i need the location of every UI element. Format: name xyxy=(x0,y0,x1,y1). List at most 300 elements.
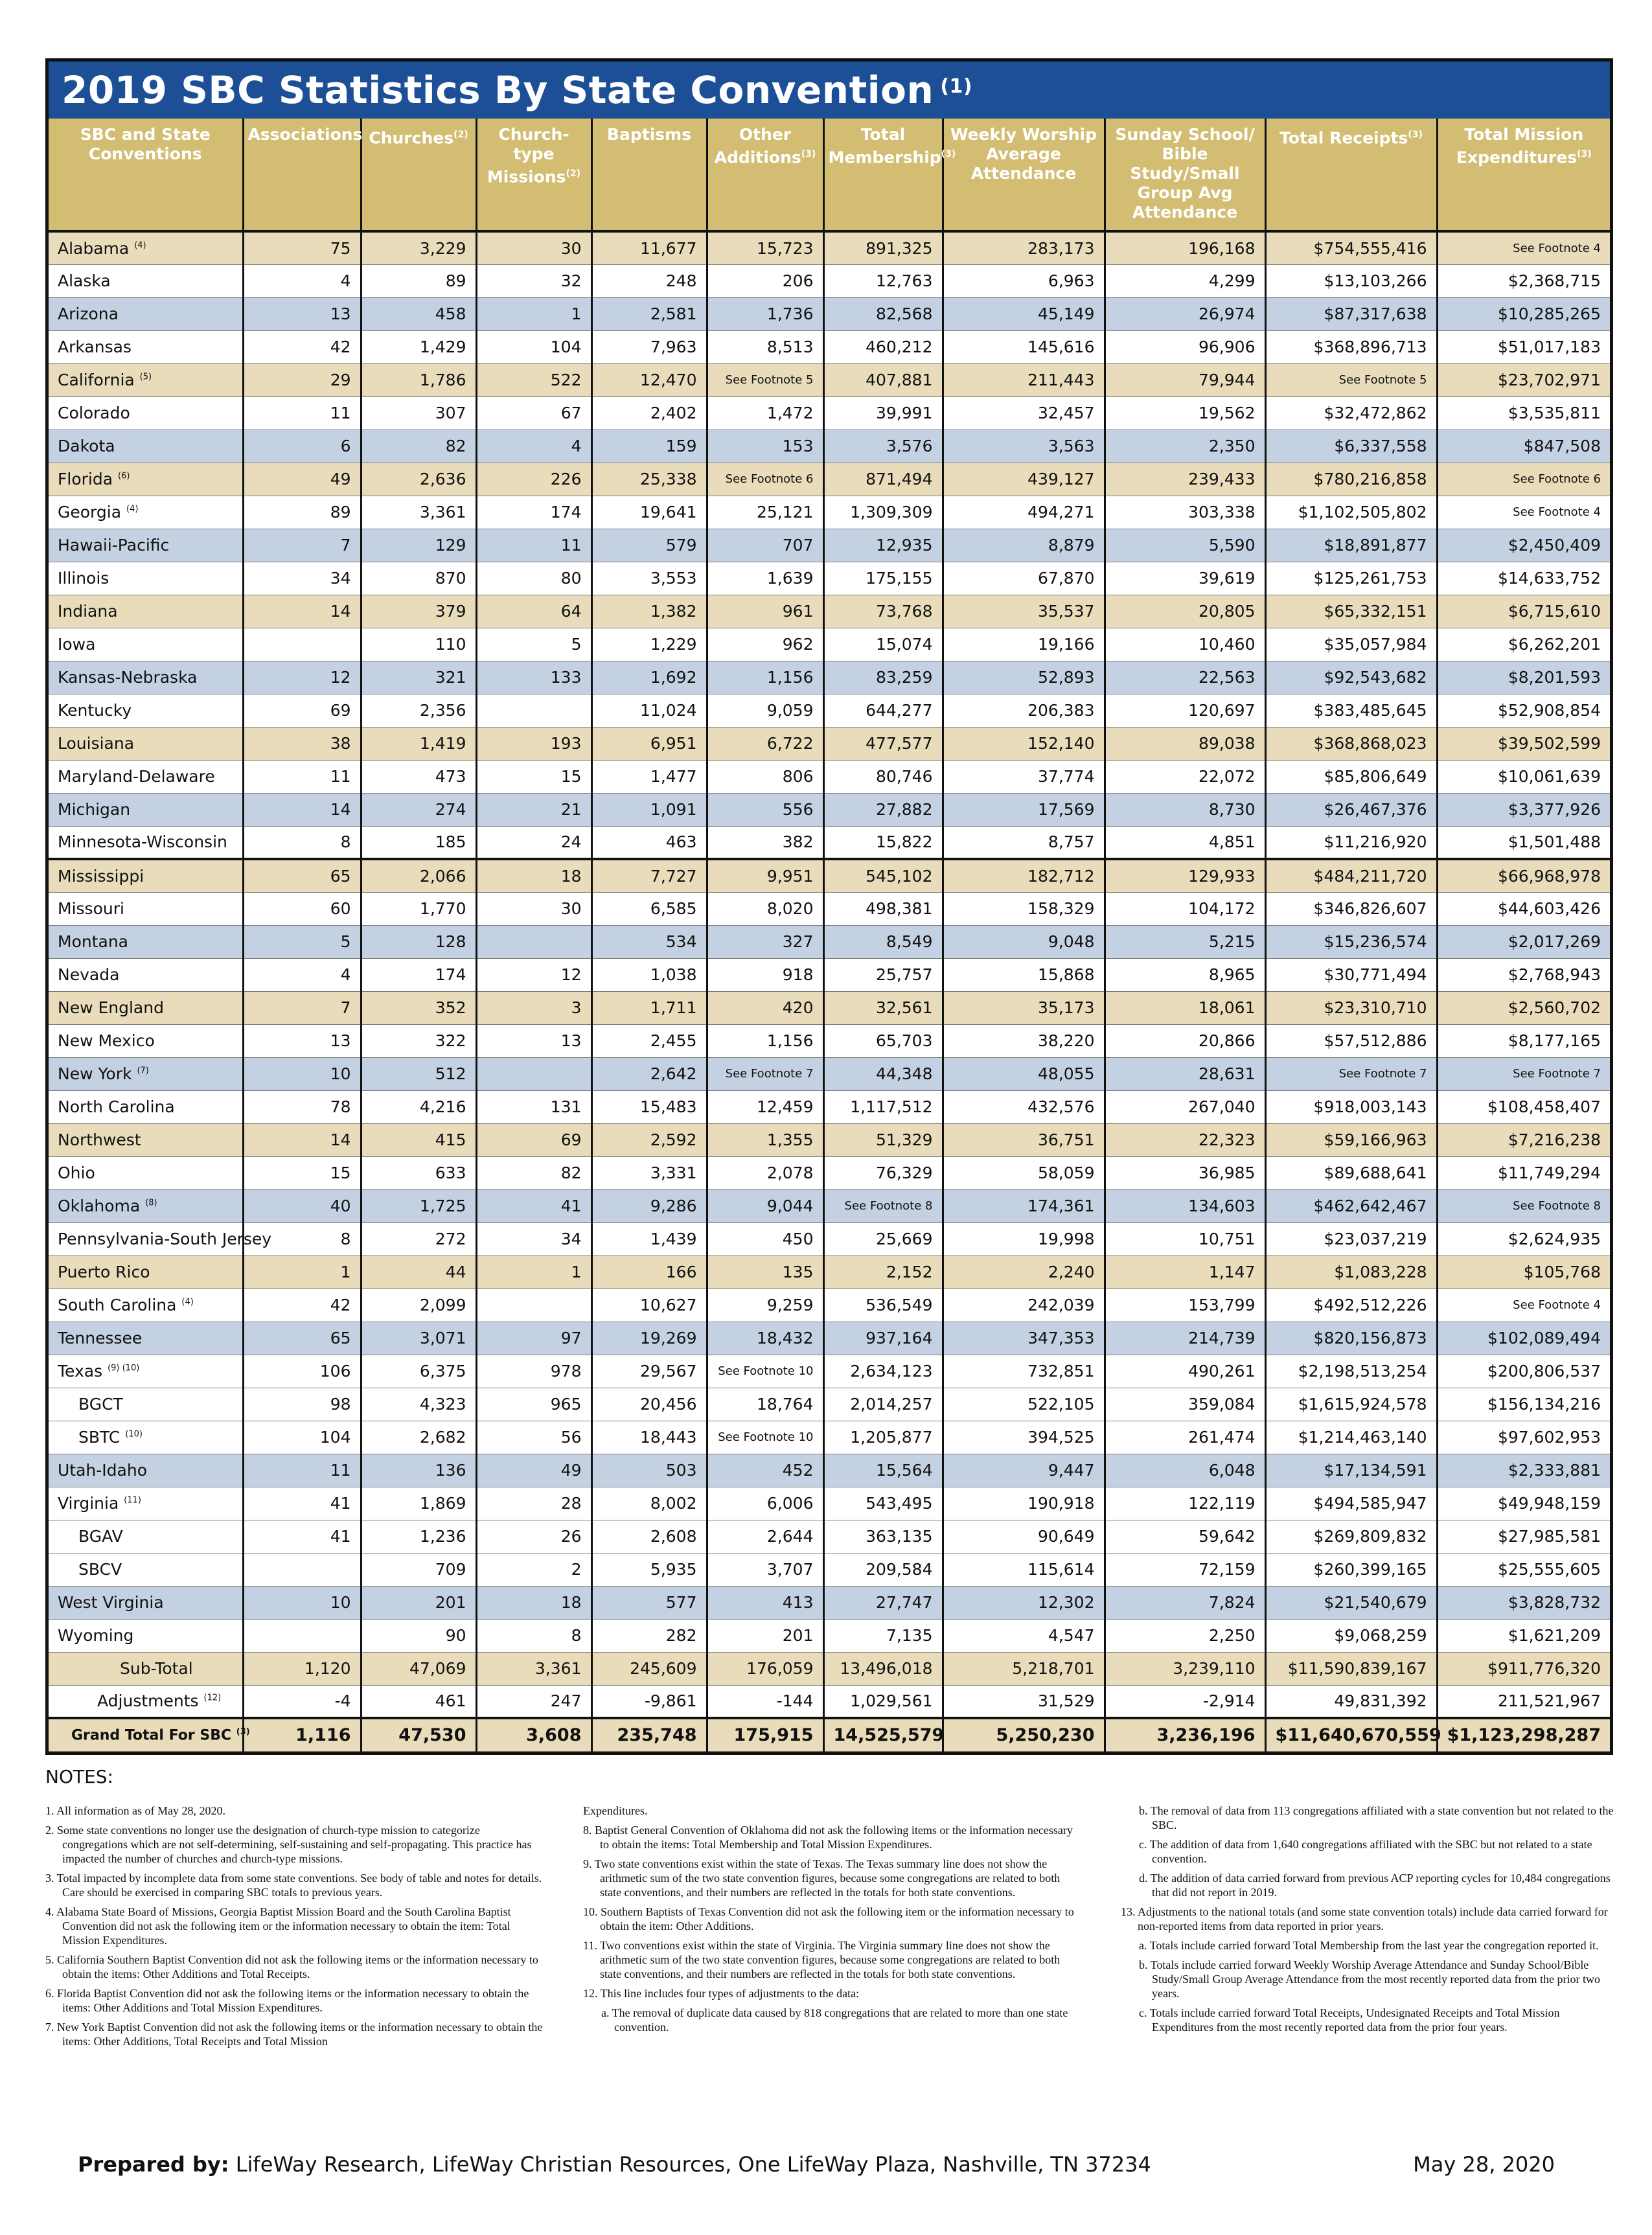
table-cell: 78 xyxy=(243,1090,361,1123)
table-cell: 206 xyxy=(707,264,823,297)
table-cell: 49 xyxy=(476,1454,591,1487)
table-cell: 4,216 xyxy=(361,1090,476,1123)
row-label-cell xyxy=(49,925,243,958)
table-cell: 12,470 xyxy=(591,363,707,396)
table-cell: 201 xyxy=(707,1619,823,1652)
row-label: Illinois xyxy=(58,569,109,588)
table-cell: 5,590 xyxy=(1105,529,1265,562)
table-cell: $780,216,858 xyxy=(1265,463,1437,496)
table-cell: $89,688,641 xyxy=(1265,1156,1437,1189)
table-cell: 20,805 xyxy=(1105,595,1265,628)
table-cell: $9,068,259 xyxy=(1265,1619,1437,1652)
table-cell: See Footnote 6 xyxy=(707,463,823,496)
table-cell: $462,642,467 xyxy=(1265,1189,1437,1222)
table-cell: 347,353 xyxy=(943,1322,1105,1355)
column-header xyxy=(476,119,591,231)
table-cell: 25,338 xyxy=(591,463,707,496)
table-cell: See Footnote 7 xyxy=(1437,1057,1610,1090)
table-cell: 2,078 xyxy=(707,1156,823,1189)
row-label-cell xyxy=(49,1255,243,1289)
row-label-cell xyxy=(49,231,243,264)
table-cell: 8,757 xyxy=(943,826,1105,859)
table-cell: 174,361 xyxy=(943,1189,1105,1222)
row-label-cell xyxy=(49,1652,243,1685)
row-footnote-marker: (6) xyxy=(118,471,130,481)
row-label-cell xyxy=(49,595,243,628)
table-cell: 1 xyxy=(243,1255,361,1289)
table-cell: 379 xyxy=(361,595,476,628)
notes-column-2 xyxy=(583,1804,1082,2039)
table-body xyxy=(49,231,1610,1751)
row-label: Adjustments xyxy=(97,1691,199,1711)
row-label: Puerto Rico xyxy=(58,1263,150,1281)
row-label-cell xyxy=(49,1289,243,1322)
table-cell: 1,472 xyxy=(707,396,823,430)
table-cell: 9,044 xyxy=(707,1189,823,1222)
table-cell: 90,649 xyxy=(943,1520,1105,1553)
table-cell: 12,935 xyxy=(823,529,943,562)
note-item: d. The addition of data carried forward from previous ACP reporting cycles for 10,484 congregations that did not report in 2019. xyxy=(1139,1872,1611,1899)
table-cell xyxy=(243,1619,361,1652)
table-cell: 5 xyxy=(476,628,591,661)
table-cell: $14,633,752 xyxy=(1437,562,1610,595)
table-cell: 8,965 xyxy=(1105,958,1265,991)
table-row xyxy=(49,330,1610,363)
table-cell: 22,563 xyxy=(1105,661,1265,694)
table-cell: 14 xyxy=(243,595,361,628)
notes-column-3 xyxy=(1121,1804,1620,2039)
row-label-cell xyxy=(49,958,243,991)
table-row xyxy=(49,826,1610,859)
table-cell: 52,893 xyxy=(943,661,1105,694)
column-header-label: Weekly Worship Average Attendance xyxy=(950,125,1097,183)
table-cell: 450 xyxy=(707,1222,823,1255)
prepared-by-label: Prepared by: xyxy=(78,2152,229,2177)
table-cell: 56 xyxy=(476,1421,591,1454)
table-cell: 17,569 xyxy=(943,793,1105,826)
table-cell: 15,723 xyxy=(707,231,823,264)
table-cell: 10 xyxy=(243,1057,361,1090)
table-cell: 11,677 xyxy=(591,231,707,264)
table-cell: 209,584 xyxy=(823,1553,943,1586)
table-cell: $23,310,710 xyxy=(1265,991,1437,1024)
table-cell: 498,381 xyxy=(823,892,943,925)
table-cell: 134,603 xyxy=(1105,1189,1265,1222)
table-row xyxy=(49,925,1610,958)
row-label-cell xyxy=(49,1619,243,1652)
table-cell: 2 xyxy=(476,1553,591,1586)
prepared-by-text: LifeWay Research, LifeWay Christian Resources, One LifeWay Plaza, Nashville, TN 37234 xyxy=(235,2152,1151,2177)
row-footnote-marker: (10) xyxy=(125,1429,143,1439)
table-row xyxy=(49,1652,1610,1685)
table-cell: $11,216,920 xyxy=(1265,826,1437,859)
table-cell: $383,485,645 xyxy=(1265,694,1437,727)
table-cell: 34 xyxy=(243,562,361,595)
table-cell: 7 xyxy=(243,991,361,1024)
table-cell: 8,002 xyxy=(591,1487,707,1520)
row-label-cell xyxy=(49,330,243,363)
table-cell: $2,560,702 xyxy=(1437,991,1610,1024)
table-cell: $3,535,811 xyxy=(1437,396,1610,430)
table-row xyxy=(49,1421,1610,1454)
table-row xyxy=(49,1222,1610,1255)
table-cell: See Footnote 8 xyxy=(823,1189,943,1222)
table-cell: 3,229 xyxy=(361,231,476,264)
table-cell: 6 xyxy=(243,430,361,463)
column-header-label: Sunday School/ Bible Study/Small Group Avg Attendance xyxy=(1115,125,1255,222)
table-cell: $15,236,574 xyxy=(1265,925,1437,958)
table-row xyxy=(49,463,1610,496)
table-cell: 461 xyxy=(361,1685,476,1718)
table-cell: See Footnote 4 xyxy=(1437,496,1610,529)
table-cell: $66,968,978 xyxy=(1437,859,1610,892)
table-cell: 67 xyxy=(476,396,591,430)
column-header-footnote: (3) xyxy=(1577,149,1592,159)
table-cell: 41 xyxy=(243,1487,361,1520)
table-cell: $65,332,151 xyxy=(1265,595,1437,628)
row-label: Sub-Total xyxy=(120,1659,193,1678)
table-cell: 512 xyxy=(361,1057,476,1090)
table-cell: 407,881 xyxy=(823,363,943,396)
table-cell: 1 xyxy=(476,1255,591,1289)
table-cell: 545,102 xyxy=(823,859,943,892)
table-cell: $1,083,228 xyxy=(1265,1255,1437,1289)
table-cell: 1,711 xyxy=(591,991,707,1024)
row-label: Missouri xyxy=(58,899,124,918)
table-cell: 3,331 xyxy=(591,1156,707,1189)
table-cell: 15,483 xyxy=(591,1090,707,1123)
row-label-cell xyxy=(49,1024,243,1057)
table-cell: 452 xyxy=(707,1454,823,1487)
table-cell: 145,616 xyxy=(943,330,1105,363)
table-cell: 6,963 xyxy=(943,264,1105,297)
table-cell: $494,585,947 xyxy=(1265,1487,1437,1520)
table-row xyxy=(49,694,1610,727)
table-cell: 3 xyxy=(476,991,591,1024)
table-cell: $1,214,463,140 xyxy=(1265,1421,1437,1454)
table-cell: 415 xyxy=(361,1123,476,1156)
table-cell: 522 xyxy=(476,363,591,396)
row-label: Pennsylvania-South Jersey xyxy=(58,1230,272,1248)
table-cell: 89 xyxy=(361,264,476,297)
table-cell: 274 xyxy=(361,793,476,826)
table-cell: 247 xyxy=(476,1685,591,1718)
table-cell: $11,640,670,559 xyxy=(1265,1718,1437,1751)
table-cell: 352 xyxy=(361,991,476,1024)
table-cell: 4,299 xyxy=(1105,264,1265,297)
table-cell: 12 xyxy=(243,661,361,694)
table-cell: 2,682 xyxy=(361,1421,476,1454)
table-row xyxy=(49,363,1610,396)
note-item: 8. Baptist General Convention of Oklahoma did not ask the following items or the information necessary to obtain the items: Total Membership and Total Mission Expenditures. xyxy=(583,1824,1073,1851)
table-cell: 1,117,512 xyxy=(823,1090,943,1123)
table-cell: 1,156 xyxy=(707,1024,823,1057)
table-cell: 40 xyxy=(243,1189,361,1222)
table-cell: 1,869 xyxy=(361,1487,476,1520)
notes-heading: NOTES: xyxy=(45,1766,113,1787)
column-header-label: Other Additions xyxy=(714,125,801,167)
row-label-cell xyxy=(49,297,243,330)
table-cell: 3,071 xyxy=(361,1322,476,1355)
note-item: 10. Southern Baptists of Texas Convention did not ask the following item or the information necessary to obtain the item: Other Additions. xyxy=(583,1905,1074,1932)
table-cell: $26,467,376 xyxy=(1265,793,1437,826)
table-cell: $25,555,605 xyxy=(1437,1553,1610,1586)
row-footnote-marker: (3) xyxy=(236,1726,250,1737)
table-cell: 27,747 xyxy=(823,1586,943,1619)
table-cell: 15,868 xyxy=(943,958,1105,991)
table-cell: 29 xyxy=(243,363,361,396)
table-cell: 806 xyxy=(707,760,823,793)
table-cell: $484,211,720 xyxy=(1265,859,1437,892)
table-cell: 226 xyxy=(476,463,591,496)
table-cell: 65 xyxy=(243,1322,361,1355)
table-cell: $2,450,409 xyxy=(1437,529,1610,562)
row-label: West Virginia xyxy=(58,1593,164,1612)
table-cell: 4,323 xyxy=(361,1388,476,1421)
table-row xyxy=(49,1322,1610,1355)
table-cell: 3,707 xyxy=(707,1553,823,1586)
row-label-cell xyxy=(49,1355,243,1388)
note-item: 6. Florida Baptist Convention did not ask the following items or the information necessary to obtain the items: Other Additions and Total Mission Expenditures. xyxy=(45,1987,529,2014)
table-cell: $39,502,599 xyxy=(1437,727,1610,760)
table-cell: 248 xyxy=(591,264,707,297)
table-cell: 644,277 xyxy=(823,694,943,727)
note-item: c. The addition of data from 1,640 congregations affiliated with the SBC but not related to a state convention. xyxy=(1139,1838,1592,1865)
table-cell: 11,024 xyxy=(591,694,707,727)
table-cell: 5,250,230 xyxy=(943,1718,1105,1751)
table-cell: 36,985 xyxy=(1105,1156,1265,1189)
table-cell: 12 xyxy=(476,958,591,991)
note-item: 5. California Southern Baptist Convention did not ask the following items or the information necessary to obtain the items: Other Additions and Total Receipts. xyxy=(45,1953,538,1980)
table-cell: 22,323 xyxy=(1105,1123,1265,1156)
table-cell: 42 xyxy=(243,330,361,363)
table-cell: 6,375 xyxy=(361,1355,476,1388)
table-cell: 3,608 xyxy=(476,1718,591,1751)
table-cell: 522,105 xyxy=(943,1388,1105,1421)
table-cell: $754,555,416 xyxy=(1265,231,1437,264)
table-cell: See Footnote 4 xyxy=(1437,231,1610,264)
table-cell: $918,003,143 xyxy=(1265,1090,1437,1123)
table-cell: 420 xyxy=(707,991,823,1024)
table-cell: 47,530 xyxy=(361,1718,476,1751)
table-cell: $102,089,494 xyxy=(1437,1322,1610,1355)
table-cell: 182,712 xyxy=(943,859,1105,892)
table-cell: 128 xyxy=(361,925,476,958)
table-cell: 494,271 xyxy=(943,496,1105,529)
table-cell: $49,948,159 xyxy=(1437,1487,1610,1520)
table-cell: 463 xyxy=(591,826,707,859)
table-cell: 322 xyxy=(361,1024,476,1057)
row-label: Iowa xyxy=(58,635,96,654)
table-row xyxy=(49,892,1610,925)
table-cell: 136 xyxy=(361,1454,476,1487)
column-header xyxy=(1265,119,1437,231)
table-cell: 36,751 xyxy=(943,1123,1105,1156)
table-cell: $8,201,593 xyxy=(1437,661,1610,694)
column-header-footnote: (3) xyxy=(941,149,956,159)
table-cell: 28 xyxy=(476,1487,591,1520)
table-cell: 8,730 xyxy=(1105,793,1265,826)
table-cell: -2,914 xyxy=(1105,1685,1265,1718)
table-cell: 44,348 xyxy=(823,1057,943,1090)
column-header-footnote: (3) xyxy=(801,149,816,159)
table-cell: 245,609 xyxy=(591,1652,707,1685)
table-row xyxy=(49,991,1610,1024)
table-row xyxy=(49,529,1610,562)
table-cell: 1,770 xyxy=(361,892,476,925)
table-row xyxy=(49,396,1610,430)
column-header-label: Baptisms xyxy=(606,125,692,144)
column-header-label: SBC and State Conventions xyxy=(80,125,211,163)
row-label-cell xyxy=(49,1454,243,1487)
row-label-cell xyxy=(49,1123,243,1156)
row-label: Colorado xyxy=(58,404,130,422)
row-label: Indiana xyxy=(58,602,118,621)
row-label: Oklahoma xyxy=(58,1197,141,1215)
table-cell: -9,861 xyxy=(591,1685,707,1718)
table-cell: 11 xyxy=(243,1454,361,1487)
table-cell: 460,212 xyxy=(823,330,943,363)
table-cell: $847,508 xyxy=(1437,430,1610,463)
table-cell: $492,512,226 xyxy=(1265,1289,1437,1322)
table-cell: 153 xyxy=(707,430,823,463)
table-cell: 6,006 xyxy=(707,1487,823,1520)
table-cell: 6,048 xyxy=(1105,1454,1265,1487)
table-cell: $32,472,862 xyxy=(1265,396,1437,430)
table-cell: $10,061,639 xyxy=(1437,760,1610,793)
row-label: Maryland-Delaware xyxy=(58,767,215,786)
table-cell: 82,568 xyxy=(823,297,943,330)
row-label: Dakota xyxy=(58,437,115,455)
table-cell: 2,350 xyxy=(1105,430,1265,463)
row-label-cell xyxy=(49,1222,272,1255)
table-cell: $87,317,638 xyxy=(1265,297,1437,330)
table-cell: 28,631 xyxy=(1105,1057,1265,1090)
row-label: Kansas-Nebraska xyxy=(58,668,198,687)
table-cell: 19,641 xyxy=(591,496,707,529)
table-cell: 12,302 xyxy=(943,1586,1105,1619)
table-cell: $156,134,216 xyxy=(1437,1388,1610,1421)
row-footnote-marker: (9) (10) xyxy=(108,1363,140,1373)
table-cell: 24 xyxy=(476,826,591,859)
table-cell: 1,429 xyxy=(361,330,476,363)
row-label: Alaska xyxy=(58,271,111,290)
table-cell: 158,329 xyxy=(943,892,1105,925)
table-cell: $346,826,607 xyxy=(1265,892,1437,925)
table-cell: $35,057,984 xyxy=(1265,628,1437,661)
row-footnote-marker: (4) xyxy=(134,240,146,251)
table-cell: $23,037,219 xyxy=(1265,1222,1437,1255)
table-cell: 321 xyxy=(361,661,476,694)
column-header xyxy=(591,119,707,231)
table-cell: 267,040 xyxy=(1105,1090,1265,1123)
table-cell: $1,102,505,802 xyxy=(1265,496,1437,529)
row-label-cell xyxy=(49,363,243,396)
table-row xyxy=(49,496,1610,529)
row-label: Montana xyxy=(58,932,128,951)
table-cell: 31,529 xyxy=(943,1685,1105,1718)
table-cell: $2,768,943 xyxy=(1437,958,1610,991)
table-cell: 211,443 xyxy=(943,363,1105,396)
table-cell: 42 xyxy=(243,1289,361,1322)
column-header-label: Total Receipts xyxy=(1279,128,1408,148)
row-footnote-marker: (7) xyxy=(137,1066,149,1076)
table-cell: See Footnote 5 xyxy=(707,363,823,396)
table-cell: 2,066 xyxy=(361,859,476,892)
table-cell: 18,764 xyxy=(707,1388,823,1421)
table-cell: 4 xyxy=(243,264,361,297)
table-cell: 283,173 xyxy=(943,231,1105,264)
table-cell: 32,561 xyxy=(823,991,943,1024)
table-cell: 3,553 xyxy=(591,562,707,595)
table-cell: 135 xyxy=(707,1255,823,1289)
row-label: Michigan xyxy=(58,800,131,819)
table-cell: $92,543,682 xyxy=(1265,661,1437,694)
column-header-footnote: (2) xyxy=(566,168,581,179)
table-cell: 2,356 xyxy=(361,694,476,727)
row-label-cell xyxy=(49,496,243,529)
row-label: New England xyxy=(58,998,164,1017)
column-header xyxy=(1105,119,1265,231)
column-header-footnote: (2) xyxy=(453,130,468,140)
table-cell: 962 xyxy=(707,628,823,661)
table-cell: 131 xyxy=(476,1090,591,1123)
table-cell: 707 xyxy=(707,529,823,562)
note-item: c. Totals include carried forward Total Receipts, Undesignated Receipts and Total Mission Expenditures from the most recently reported data from the prior four years. xyxy=(1139,2006,1560,2034)
table-cell: 2,455 xyxy=(591,1024,707,1057)
table-cell: 89,038 xyxy=(1105,727,1265,760)
table-cell: 2,240 xyxy=(943,1255,1105,1289)
table-cell: 6,585 xyxy=(591,892,707,925)
table-cell: 2,581 xyxy=(591,297,707,330)
table-cell xyxy=(476,1289,591,1322)
table-cell: 35,537 xyxy=(943,595,1105,628)
table-cell: 394,525 xyxy=(943,1421,1105,1454)
table-cell: 536,549 xyxy=(823,1289,943,1322)
table-cell: $44,603,426 xyxy=(1437,892,1610,925)
note-item: 9. Two state conventions exist within the state of Texas. The Texas summary line does not show the arithmetic sum of the two state convention figures, because some congregations are related to both state conventions, and their numbers are reflected in the totals for both state conventions. xyxy=(583,1857,1061,1899)
table-cell: 39,991 xyxy=(823,396,943,430)
note-item: 7. New York Baptist Convention did not ask the following items or the information necessary to obtain the items: Other Additions, Total Receipts and Total Mission xyxy=(45,2021,543,2048)
note-item: 2. Some state conventions no longer use the designation of church-type mission to categorize congregations which are not self-determining, self-sustaining and self-propagating. This practice has impacted the number of churches and church-type missions. xyxy=(45,1824,532,1865)
table-cell: 4,851 xyxy=(1105,826,1265,859)
table-cell: 13 xyxy=(243,1024,361,1057)
row-label: SBTC xyxy=(78,1428,120,1447)
row-label-cell xyxy=(49,1586,243,1619)
table-cell: 7,727 xyxy=(591,859,707,892)
table-cell: 175,915 xyxy=(707,1718,823,1751)
footer-date: May 28, 2020 xyxy=(1413,2152,1555,2177)
row-label: Northwest xyxy=(58,1130,141,1149)
row-label: Grand Total For SBC xyxy=(71,1726,232,1743)
table-cell: 1,382 xyxy=(591,595,707,628)
row-label: Ohio xyxy=(58,1163,95,1182)
table-cell: 965 xyxy=(476,1388,591,1421)
table-cell: 8 xyxy=(243,1222,361,1255)
row-footnote-marker: (4) xyxy=(181,1297,194,1307)
table-cell: 82 xyxy=(361,430,476,463)
table-cell: 83,259 xyxy=(823,661,943,694)
table-cell: 80,746 xyxy=(823,760,943,793)
table-cell: 96,906 xyxy=(1105,330,1265,363)
table-cell: 2,644 xyxy=(707,1520,823,1553)
table-cell: 19,269 xyxy=(591,1322,707,1355)
note-item: b. Totals include carried forward Weekly Worship Average Attendance and Sunday School/Bible Study/Small Group Average Attendance from the most recently reported data from the prior two years. xyxy=(1139,1958,1600,2000)
row-label-cell xyxy=(49,1421,243,1454)
table-cell: 39,619 xyxy=(1105,562,1265,595)
table-cell: 14 xyxy=(243,793,361,826)
table-cell: 2,152 xyxy=(823,1255,943,1289)
